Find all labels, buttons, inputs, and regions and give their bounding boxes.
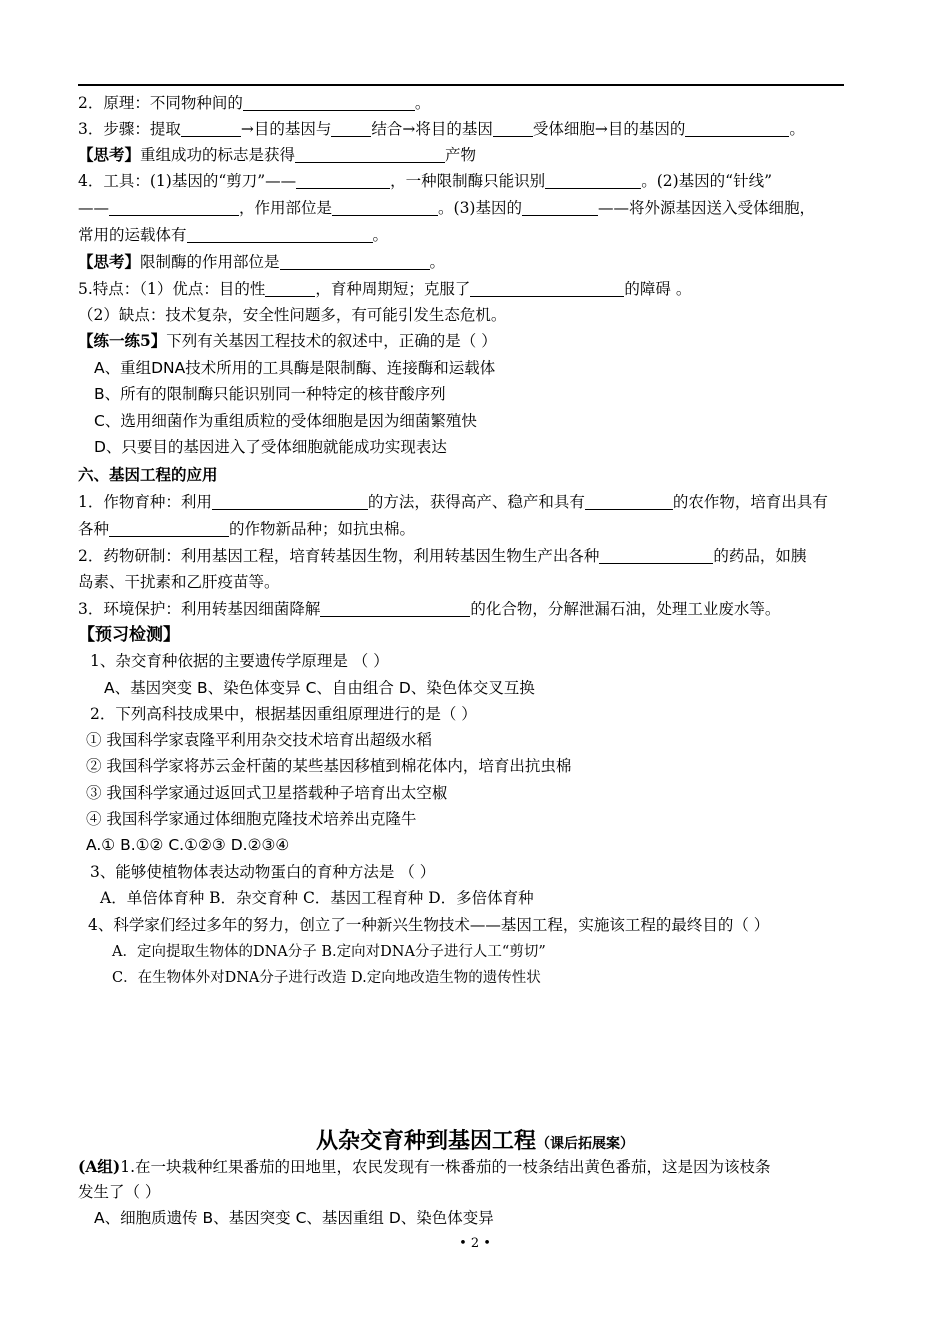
question-3-stem: 3、能够使植物体表达动物蛋白的育种方法是 （ ）	[90, 863, 436, 881]
question-3-options[interactable]: A．单倍体育种 B．杂交育种 C．基因工程育种 D．多倍体育种	[100, 889, 534, 907]
fill-blank[interactable]	[493, 120, 533, 137]
steps-line: 3．步骤：提取 →目的基因与 结合→将目的基因 受体细胞→目的基因的 。	[78, 120, 805, 138]
extension-title: 从杂交育种到基因工程（课后拓展案）	[315, 1129, 634, 1154]
question-2-options[interactable]: A.① B.①② C.①②③ D.②③④	[86, 836, 290, 854]
question-2-item-4: ④ 我国科学家通过体细胞克隆技术培养出克隆牛	[86, 810, 417, 828]
application-2-line-2: 岛素、干扰素和乙肝疫苗等。	[78, 573, 280, 591]
fill-blank[interactable]	[109, 199, 239, 216]
application-1-line-2: 各种 的作物新品种；如抗虫棉。	[78, 520, 416, 538]
features-line: 5.特点：（1）优点：目的性 ，育种周期短；克服了 的障碍 。	[78, 280, 692, 298]
practice-5-stem: 【练一练5】下列有关基因工程技术的叙述中，正确的是（ ）	[78, 331, 497, 350]
practice-5-option-a[interactable]: A、重组DNA技术所用的工具酶是限制酶、连接酶和运载体	[94, 359, 496, 377]
top-rule	[78, 84, 844, 86]
fill-blank[interactable]	[545, 172, 641, 189]
application-3-line: 3．环境保护：利用转基因细菌降解 的化合物，分解泄漏石油，处理工业废水等。	[78, 600, 781, 618]
think-line-1: 【思考】重组成功的标志是获得 产物	[78, 145, 477, 164]
fill-blank[interactable]	[470, 280, 624, 297]
question-2-item-3: ③ 我国科学家通过返回式卫星搭载种子培育出太空椒	[86, 784, 448, 802]
fill-blank[interactable]	[243, 94, 415, 111]
question-2-stem: 2．下列高科技成果中，根据基因重组原理进行的是（ ）	[90, 705, 477, 723]
group-a-question-line-1: (A组)1.在一块栽种红果番茄的田地里，农民发现有一株番茄的一枝条结出黄色番茄，这是因为该枝条	[78, 1157, 771, 1176]
fill-blank[interactable]	[109, 520, 229, 537]
principle-line: 2．原理：不同物种间的 。	[78, 94, 431, 112]
question-2-item-1: ① 我国科学家袁隆平利用杂交技术培育出超级水稻	[86, 731, 432, 749]
tools-line-2: —— ，作用部位是 。(3)基因的 ——将外源基因送入受体细胞，	[78, 199, 815, 217]
tools-line-1: 4．工具：(1)基因的“剪刀”—— ，一种限制酶只能识别 。(2)基因的“针线”	[78, 172, 772, 190]
fill-blank[interactable]	[296, 172, 390, 189]
fill-blank[interactable]	[280, 253, 430, 270]
page-number: • 2 •	[459, 1236, 491, 1251]
question-4-options-row-1[interactable]: A．定向提取生物体的DNA分子 B.定向对DNA分子进行人工“剪切”	[112, 944, 546, 960]
question-2-item-2: ② 我国科学家将苏云金杆菌的某些基因移植到棉花体内，培育出抗虫棉	[86, 757, 572, 775]
group-a-options[interactable]: A、细胞质遗传 B、基因突变 C、基因重组 D、染色体变异	[94, 1209, 494, 1227]
fill-blank[interactable]	[320, 600, 470, 617]
preview-heading: 【预习检测】	[78, 625, 180, 645]
question-1-options[interactable]: A、基因突变 B、染色体变异 C、自由组合 D、染色体交叉互换	[104, 679, 535, 697]
group-a-question-line-2: 发生了（ ）	[78, 1183, 161, 1201]
question-4-options-row-2[interactable]: C．在生物体外对DNA分子进行改造 D.定向地改造生物的遗传性状	[112, 970, 541, 986]
practice-5-option-c[interactable]: C、选用细菌作为重组质粒的受体细胞是因为细菌繁殖快	[94, 412, 477, 430]
fill-blank[interactable]	[332, 199, 438, 216]
question-4-stem: 4、科学家们经过多年的努力，创立了一种新兴生物技术——基因工程，实施该工程的最终目的（ ）	[88, 916, 770, 934]
fill-blank[interactable]	[599, 547, 713, 564]
fill-blank[interactable]	[685, 120, 789, 137]
drawbacks-line: （2）缺点：技术复杂，安全性问题多，有可能引发生态危机。	[78, 306, 507, 324]
fill-blank[interactable]	[295, 146, 445, 163]
section-6-heading: 六、基因工程的应用	[78, 465, 218, 484]
fill-blank[interactable]	[331, 120, 371, 137]
application-1-line-1: 1．作物育种：利用 的方法，获得高产、稳产和具有 的农作物，培育出具有	[78, 493, 828, 511]
tools-line-3: 常用的运载体有 。	[78, 226, 389, 244]
fill-blank[interactable]	[585, 493, 673, 510]
practice-5-option-d[interactable]: D、只要目的基因进入了受体细胞就能成功实现表达	[94, 438, 447, 456]
practice-5-option-b[interactable]: B、所有的限制酶只能识别同一种特定的核苷酸序列	[94, 385, 446, 403]
application-2-line-1: 2．药物研制：利用基因工程，培育转基因生物，利用转基因生物生产出各种 的药品，如胰	[78, 547, 807, 565]
fill-blank[interactable]	[187, 226, 373, 243]
question-1-stem: 1、杂交育种依据的主要遗传学原理是 （ ）	[90, 652, 389, 670]
fill-blank[interactable]	[212, 493, 368, 510]
fill-blank[interactable]	[522, 199, 598, 216]
fill-blank[interactable]	[181, 120, 241, 137]
fill-blank[interactable]	[265, 280, 315, 297]
think-line-2: 【思考】限制酶的作用部位是 。	[78, 252, 446, 271]
